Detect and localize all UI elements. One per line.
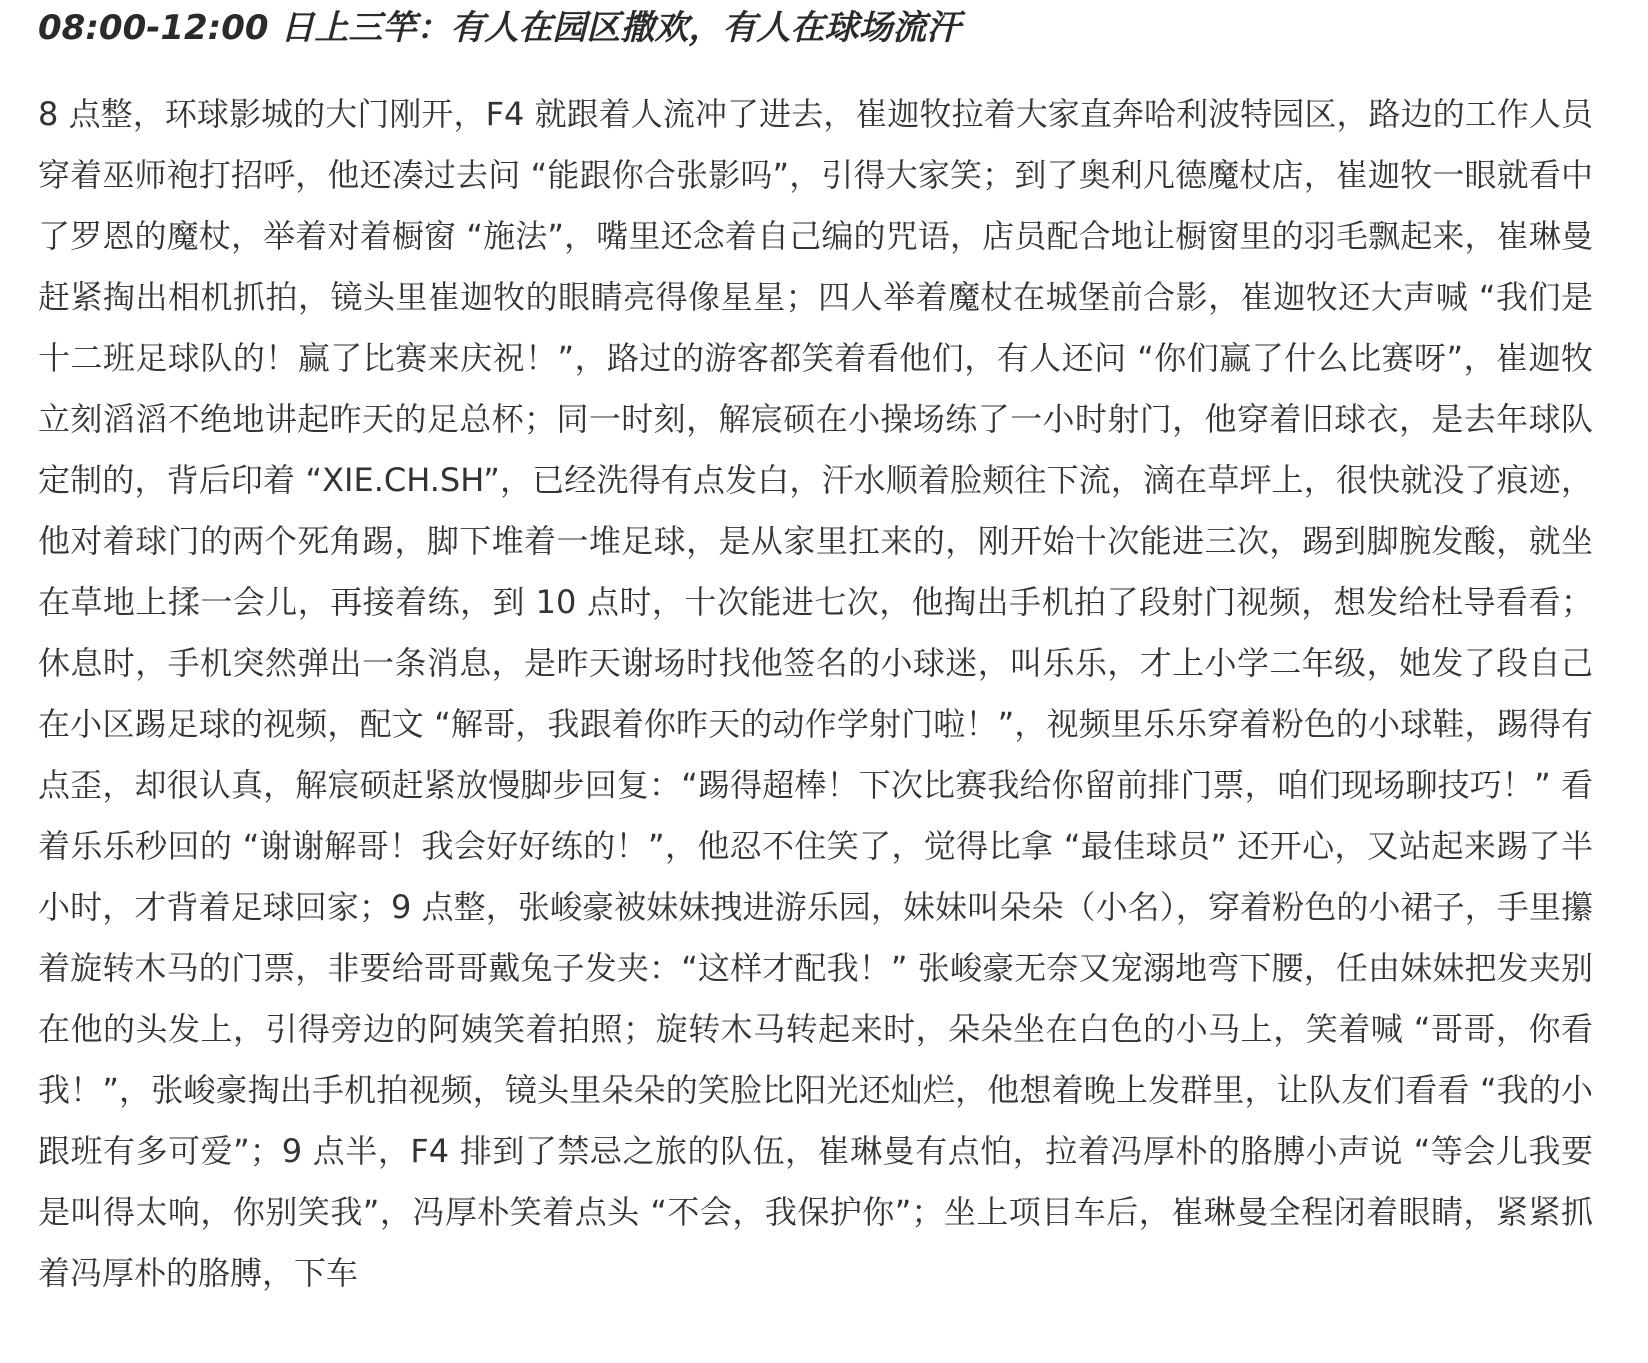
article (38, 0, 1593, 1304)
article-paragraph: 8 点整，环球影城的大门刚开，F4 就跟着人流冲了进去，崔迦牧拉着大家直奔哈利波特园区，路边的工作人员穿着巫师袍打招呼，他还凑过去问 “能跟你合张影吗”，引得大家笑；到了奥利凡德魔杖店，崔迦牧一眼就看中了罗恩的魔杖，举着对着橱窗 “施法”，嘴里还念着自己编的咒语，店员配合地让橱窗里的羽毛飘起来，崔琳曼赶紧掏出相机抓拍，镜头里崔迦牧的眼睛亮得像星星；四人举着魔杖在城堡前合影，崔迦牧还大声喊 “我们是十二班足球队的！赢了比赛来庆祝！”，路过的游客都笑着看他们，有人还问 “你们赢了什么比赛呀”，崔迦牧立刻滔滔不绝地讲起昨天的足总杯；同一时刻，解宸硕在小操场练了一小时射门，他穿着旧球衣，是去年球队定制的，背后印着 “XIE.CH.SH”，已经洗得有点发白，汗水顺着脸颊往下流，滴在草坪上，很快就没了痕迹，他对着球门的两个死角踢，脚下堆着一堆足球，是从家里扛来的，刚开始十次能进三次，踢到脚腕发酸，就坐在草地上揉一会儿，再接着练，到 10 点时，十次能进七次，他掏出手机拍了段射门视频，想发给杜导看看；休息时，手机突然弹出一条消息，是昨天谢场时找他签名的小球迷，叫乐乐，才上小学二年级，她发了段自己在小区踢足球的视频，配文 “解哥，我跟着你昨天的动作学射门啦！”，视频里乐乐穿着粉色的小球鞋，踢得有点歪，却很认真，解宸硕赶紧放慢脚步回复：“踢得超棒！下次比赛我给你留前排门票，咱们现场聊技巧！” 看着乐乐秒回的 “谢谢解哥！我会好好练的！”，他忍不住笑了，觉得比拿 “最佳球员” 还开心，又站起来踢了半小时，才背着足球回家；9 点整，张峻豪被妹妹拽进游乐园，妹妹叫朵朵（小名），穿着粉色的小裙子，手里攥着旋转木马的门票，非要给哥哥戴兔子发夹：“这样才配我！” 张峻豪无奈又宠溺地弯下腰，任由妹妹把发夹别在他的头发上，引得旁边的阿姨笑着拍照；旋转木马转起来时，朵朵坐在白色的小马上，笑着喊 “哥哥，你看我！”，张峻豪掏出手机拍视频，镜头里朵朵的笑脸比阳光还灿烂，他想着晚上发群里，让队友们看看 “我的小跟班有多可爱”；9 点半，F4 排到了禁忌之旅的队伍，崔琳曼有点怕，拉着冯厚朴的胳膊小声说 “等会儿我要是叫得太响，你别笑我”，冯厚朴笑着点头 “不会，我保护你”；坐上项目车后，崔琳曼全程闭着眼睛，紧紧抓着冯厚朴的胳膊，下车 (38, 95, 1593, 1292)
section-heading: 08:00-12:00 日上三竿：有人在园区撒欢，有人在球场流汗 (38, 8, 961, 48)
